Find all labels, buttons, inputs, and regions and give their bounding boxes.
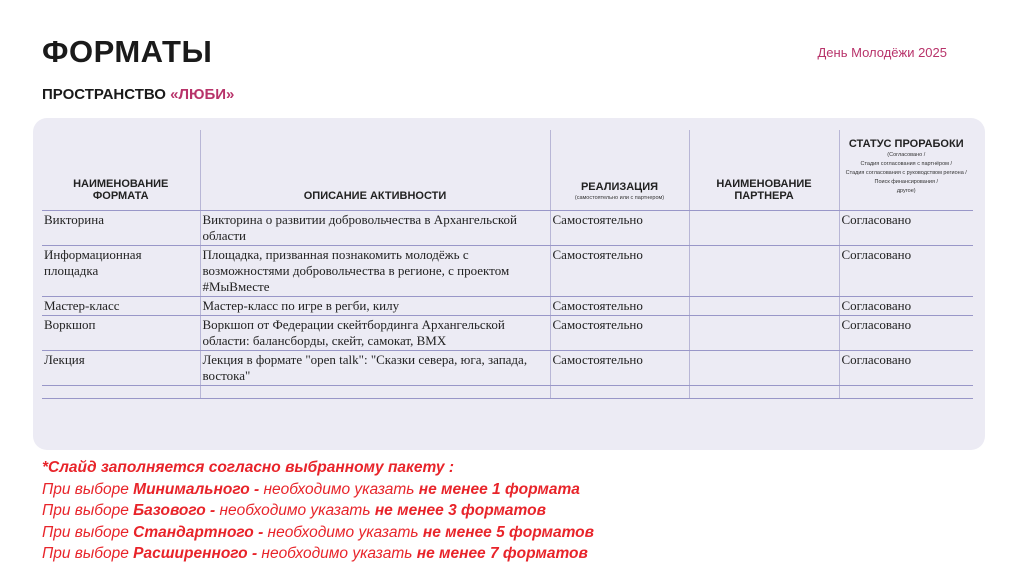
footnote-requirement: не менее 1 формата xyxy=(418,480,580,498)
footnote-line xyxy=(42,522,594,544)
cell-partner xyxy=(689,297,839,316)
footnote-text: При выборе xyxy=(42,502,134,519)
footnote-requirement: не менее 7 форматов xyxy=(416,545,588,562)
footnote-package: Стандартного - xyxy=(133,523,264,541)
header-status-note: Стадия согласования с партнёром / xyxy=(860,161,953,167)
header-implementation-note: (самостоятельно или с партнером) xyxy=(574,195,665,201)
header-implementation xyxy=(550,130,689,211)
footnote-line xyxy=(42,479,594,501)
footnote-text: необходимо указать xyxy=(259,480,419,498)
cell-partner xyxy=(689,211,839,246)
cell-partner xyxy=(689,351,839,386)
subtitle-accent: «ЛЮБИ» xyxy=(170,86,235,103)
footnote xyxy=(42,457,594,565)
header-status-note: Стадия согласования с руководством региона / xyxy=(845,170,967,176)
cell-description: Мастер-класс по игре в регби, килу xyxy=(200,297,550,316)
table-row xyxy=(42,246,973,297)
footnote-text: При выборе xyxy=(42,545,134,562)
footnote-line xyxy=(42,543,594,565)
cell-implementation: Самостоятельно xyxy=(550,297,689,316)
cell-status: Согласовано xyxy=(839,316,973,351)
footnote-package: Расширенного - xyxy=(133,545,258,562)
footnote-heading xyxy=(42,457,594,479)
table-row xyxy=(42,351,973,386)
footnote-line xyxy=(42,500,594,522)
cell-empty xyxy=(550,386,689,399)
cell-implementation: Самостоятельно xyxy=(550,246,689,297)
cell-name: Информационная площадка xyxy=(42,246,200,297)
header-implementation-label: РЕАЛИЗАЦИЯ xyxy=(580,181,659,193)
formats-table xyxy=(42,130,973,399)
header-status-note: (Согласовано / xyxy=(887,152,926,158)
table-header-row xyxy=(42,130,973,211)
cell-status: Согласовано xyxy=(839,246,973,297)
footnote-text: необходимо указать xyxy=(263,523,423,541)
header-description: ОПИСАНИЕ АКТИВНОСТИ xyxy=(200,130,550,211)
table-row xyxy=(42,211,973,246)
cell-description: Площадка, призванная познакомить молодёжь с возможностями добровольчества в регионе, с проектом #МыВместе xyxy=(200,246,550,297)
cell-status: Согласовано xyxy=(839,297,973,316)
cell-implementation: Самостоятельно xyxy=(550,351,689,386)
page-title: ФОРМАТЫ xyxy=(42,34,213,69)
header-status-label: СТАТУС ПРОРАБОКИ xyxy=(848,138,964,150)
cell-status: Согласовано xyxy=(839,351,973,386)
footnote-requirement: не менее 5 форматов xyxy=(422,523,594,541)
footnote-heading-text: *Слайд заполняется согласно выбранному пакету : xyxy=(42,459,454,476)
header-status-note: Поиск финансирования / xyxy=(874,179,938,185)
footnote-requirement: не менее 3 форматов xyxy=(374,502,546,519)
subtitle-prefix: ПРОСТРАНСТВО xyxy=(42,86,171,103)
footnote-package: Минимального - xyxy=(133,480,260,498)
cell-partner xyxy=(689,316,839,351)
table-row xyxy=(42,297,973,316)
cell-implementation: Самостоятельно xyxy=(550,316,689,351)
header-status-note: другое) xyxy=(896,188,916,194)
cell-description: Лекция в формате "open talk": "Сказки севера, юга, запада, востока" xyxy=(200,351,550,386)
cell-status: Согласовано xyxy=(839,211,973,246)
cell-name: Лекция xyxy=(42,351,200,386)
cell-name: Мастер-класс xyxy=(42,297,200,316)
footnote-text: При выборе xyxy=(42,480,134,498)
table-row-empty xyxy=(42,386,973,399)
cell-empty xyxy=(839,386,973,399)
footnote-text: При выборе xyxy=(42,523,134,541)
header-name: НАИМЕНОВАНИЕ ФОРМАТА xyxy=(42,130,200,211)
page-subtitle xyxy=(42,86,234,103)
cell-empty xyxy=(200,386,550,399)
cell-name: Викторина xyxy=(42,211,200,246)
cell-empty xyxy=(42,386,200,399)
cell-empty xyxy=(689,386,839,399)
table-row xyxy=(42,316,973,351)
header-partner: НАИМЕНОВАНИЕ ПАРТНЕРА xyxy=(689,130,839,211)
header-status xyxy=(839,130,973,211)
footnote-text: необходимо указать xyxy=(215,502,375,519)
footnote-text: необходимо указать xyxy=(257,545,417,562)
cell-implementation: Самостоятельно xyxy=(550,211,689,246)
event-brand: День Молодёжи 2025 xyxy=(817,45,947,60)
cell-description: Воркшоп от Федерации скейтбординга Архангельской области: балансборды, скейт, самокат, BMX xyxy=(200,316,550,351)
cell-partner xyxy=(689,246,839,297)
cell-name: Воркшоп xyxy=(42,316,200,351)
footnote-package: Базового - xyxy=(133,502,216,519)
cell-description: Викторина о развитии добровольчества в Архангельской области xyxy=(200,211,550,246)
